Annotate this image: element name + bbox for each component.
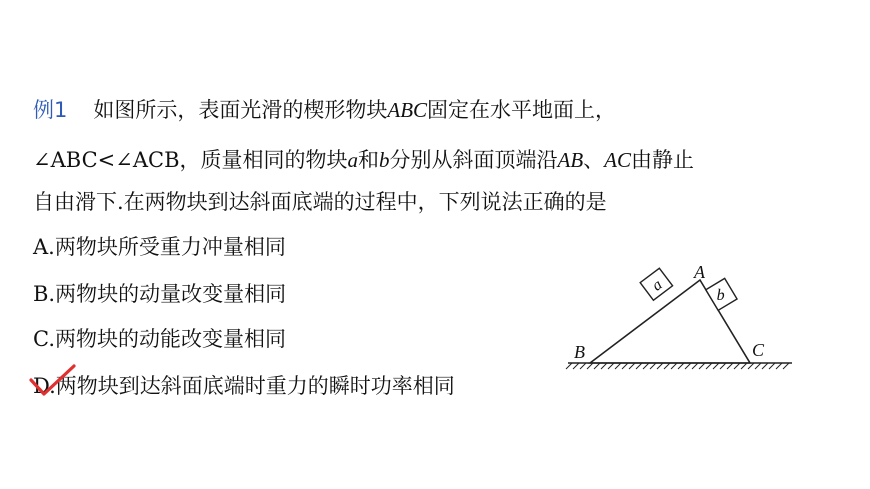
option-a: A.两物块所受重力冲量相同	[33, 235, 286, 259]
option-b: B.两物块的动量改变量相同	[33, 282, 287, 306]
question-var-a: a	[347, 148, 359, 172]
question-var-b: b	[379, 148, 390, 172]
hatch-line	[615, 363, 621, 369]
hatch-line	[713, 363, 719, 369]
example-label: 例1	[33, 98, 68, 122]
hatch-line	[643, 363, 649, 369]
hatch-line	[671, 363, 677, 369]
hatch-line	[783, 363, 789, 369]
question-line-2	[33, 146, 694, 174]
check-mark-icon	[28, 362, 78, 398]
question-text-1b: 固定在水平地面上，	[427, 98, 617, 122]
hatch-line	[587, 363, 593, 369]
hatch-line	[741, 363, 747, 369]
question-text-and: 和	[358, 148, 380, 172]
hatch-line	[566, 363, 572, 369]
question-var-ac: AC	[604, 148, 632, 172]
question-text-2c: 由静止	[631, 148, 695, 172]
hatch-line	[622, 363, 628, 369]
question-line-3: 自由滑下.在两物块到达斜面底端的过程中，下列说法正确的是	[33, 190, 607, 214]
hatch-line	[573, 363, 579, 369]
vertex-c-label: C	[752, 340, 765, 360]
question-line-1	[33, 96, 616, 124]
hatch-line	[706, 363, 712, 369]
hatch-line	[776, 363, 782, 369]
vertex-b-label: B	[574, 342, 585, 362]
hatch-line	[629, 363, 635, 369]
hatch-line	[755, 363, 761, 369]
hatch-line	[580, 363, 586, 369]
question-var-abc: ABC	[387, 98, 428, 122]
vertex-a-label: A	[694, 262, 705, 282]
hatch-line	[720, 363, 726, 369]
hatch-line	[734, 363, 740, 369]
question-text-1a: 如图所示，表面光滑的楔形物块	[93, 98, 388, 122]
hatch-line	[664, 363, 670, 369]
hatch-line	[699, 363, 705, 369]
hatch-line	[657, 363, 663, 369]
hatch-line	[678, 363, 684, 369]
hatch-line	[762, 363, 768, 369]
hatch-line	[650, 363, 656, 369]
question-text-sep: 、	[583, 148, 605, 172]
question-text-2b: 分别从斜面顶端沿	[389, 148, 558, 172]
hatch-line	[727, 363, 733, 369]
option-c: C.两物块的动能改变量相同	[33, 327, 286, 351]
hatch-line	[601, 363, 607, 369]
block-a	[640, 268, 672, 300]
hatch-line	[692, 363, 698, 369]
hatch-line	[594, 363, 600, 369]
hatch-line	[685, 363, 691, 369]
block-a-label: a	[648, 276, 666, 295]
block-b-label: b	[716, 286, 725, 304]
question-var-ab: AB	[557, 148, 584, 172]
ground-hatching	[566, 363, 792, 369]
hatch-line	[608, 363, 614, 369]
hatch-line	[748, 363, 754, 369]
wedge-diagram	[560, 255, 810, 385]
hatch-line	[769, 363, 775, 369]
hatch-line	[636, 363, 642, 369]
block-b	[706, 278, 737, 310]
question-text-2a: ∠ABC<∠ACB，质量相同的物块	[33, 148, 348, 172]
option-d: D.两物块到达斜面底端时重力的瞬时功率相同	[33, 374, 455, 398]
